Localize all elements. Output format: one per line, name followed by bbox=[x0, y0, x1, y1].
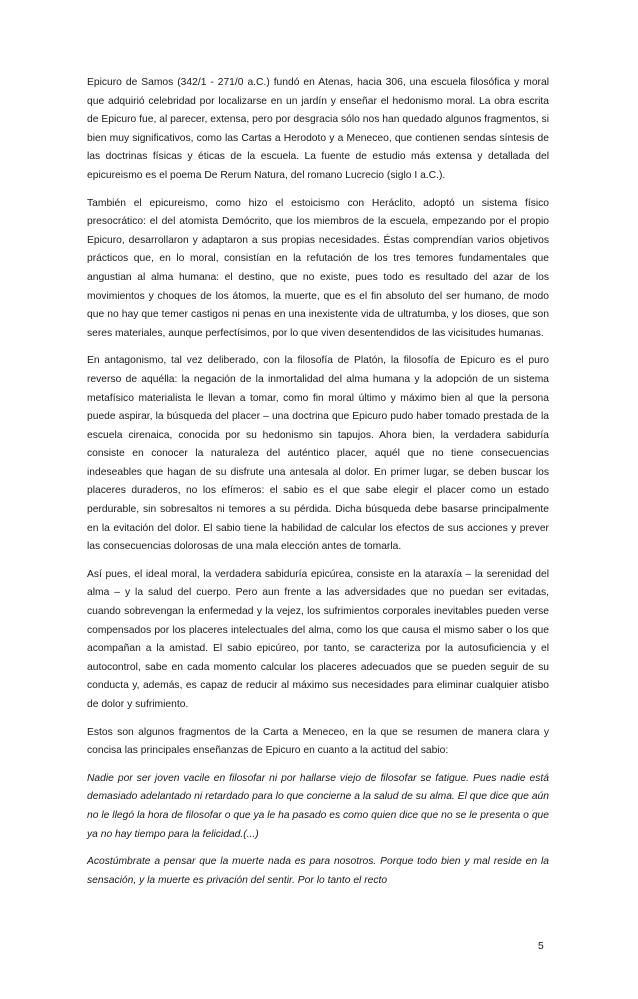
paragraph-physics: También el epicureismo, como hizo el estoicismo con Heráclito, adoptó un sistema físico presocrático: el del atomista Demócrito, que los miembros de la escuela, empezando por el propio Epicuro, desarrollaron y adaptaron a sus propias necesidades. Éstas comprendían varios objetivos prácticos que, en lo moral, consistían en la refutación de los tres temores fundamentales que angustian al alma humana: el destino, que no existe, pues todo es resultado del azar de los movimientos y choques de los átomos, la muerte, que es el fin absoluto del ser humano, de modo que no hay que temer castigos ni penas en una inexistente vida de ultratumba, y los dioses, que son seres materiales, aunque perfectísimos, por lo que viven desentendidos de las vicisitudes humanas. bbox=[87, 197, 549, 339]
paragraph-letter-intro: Estos son algunos fragmentos de la Carta a Meneceo, en la que se resumen de manera clara y concisa las principales enseñanzas de Epicuro en cuanto a la actitud del sabio: bbox=[87, 726, 549, 757]
paragraph-intro: Epicuro de Samos (342/1 - 271/0 a.C.) fundó en Atenas, hacia 306, una escuela filosófica y moral que adquirió celebridad por localizarse en un jardín y enseñar el hedonismo moral. La obra escrita de Epicuro fue, al parecer, extensa, pero por desgracia sólo nos han quedado algunos fragmentos, si bien muy significativos, como las Cartas a Herodoto y a Meneceo, que contienen sendas síntesis de las doctrinas físicas y éticas de la escuela. La fuente de estudio más extensa y detallada del epicureismo es el poema De Rerum Natura, del romano Lucrecio (siglo I a.C.). bbox=[87, 77, 549, 181]
paragraph-ataraxia: Así pues, el ideal moral, la verdadera sabiduría epicúrea, consiste en la ataraxía – la serenidad del alma – y la salud del cuerpo. Pero aun frente a las adversidades que no puedan ser evitadas, cuando sobrevengan la enfermedad y la vejez, los sufrimientos corporales inevitables pueden verse compensados por los placeres intelectuales del alma, como los que causa el mismo saber o los que acompañan a la amistad. El sabio epicúreo, por tanto, se caracteriza por la autosuficiencia y el autocontrol, sabe en cada momento calcular los placeres adecuados que se pueden seguir de su conducta y, además, es capaz de reducir al máximo sus necesidades para eliminar cualquier atisbo de dolor y sufrimiento. bbox=[87, 568, 549, 710]
paragraph-pleasure: En antagonismo, tal vez deliberado, con la filosofía de Platón, la filosofía de Epicuro es el puro reverso de aquélla: la negación de la inmortalidad del alma humana y la adopción de un sistema metafísico materialista le llevan a tomar, como fin moral último y máximo bien al que la persona puede aspirar, la búsqueda del placer – una doctrina que Epicuro pudo haber tomado prestada de la escuela cirenaica, conocida por su hedonismo sin tapujos. Ahora bien, la verdadera sabiduría consiste en conocer la naturaleza del auténtico placer, aquél que no tiene consecuencias indeseables que hagan de su disfrute una antesala al dolor. En primer lugar, se deben buscar los placeres duraderos, no los efímeros: el sabio es el que sabe elegir el placer como un estado perdurable, sin sobresaltos ni temores a su pérdida. Dicha búsqueda debe basarse principalmente en la evitación del dolor. El sabio tiene la habilidad de calcular los efectos de sus acciones y prever las consecuencias dolorosas de una mala elección antes de tomarla. bbox=[87, 355, 549, 553]
quote-philosophy: Nadie por ser joven vacile en filosofar ni por hallarse viejo de filosofar se fatigue. Pues nadie está demasiado adelantado ni retardado para lo que concierne a la salud de su alma. El que dice que aún no le llegó la hora de filosofar o que ya le ha pasado es como quien dice que no se le presenta o que ya no hay tiempo para la felicidad.(...) bbox=[87, 772, 549, 840]
document-body bbox=[87, 74, 549, 899]
page-number: 5 bbox=[538, 941, 544, 952]
quote-death: Acostúmbrate a pensar que la muerte nada es para nosotros. Porque todo bien y mal reside en la sensación, y la muerte es privación del sentir. Por lo tanto el recto bbox=[87, 856, 549, 886]
